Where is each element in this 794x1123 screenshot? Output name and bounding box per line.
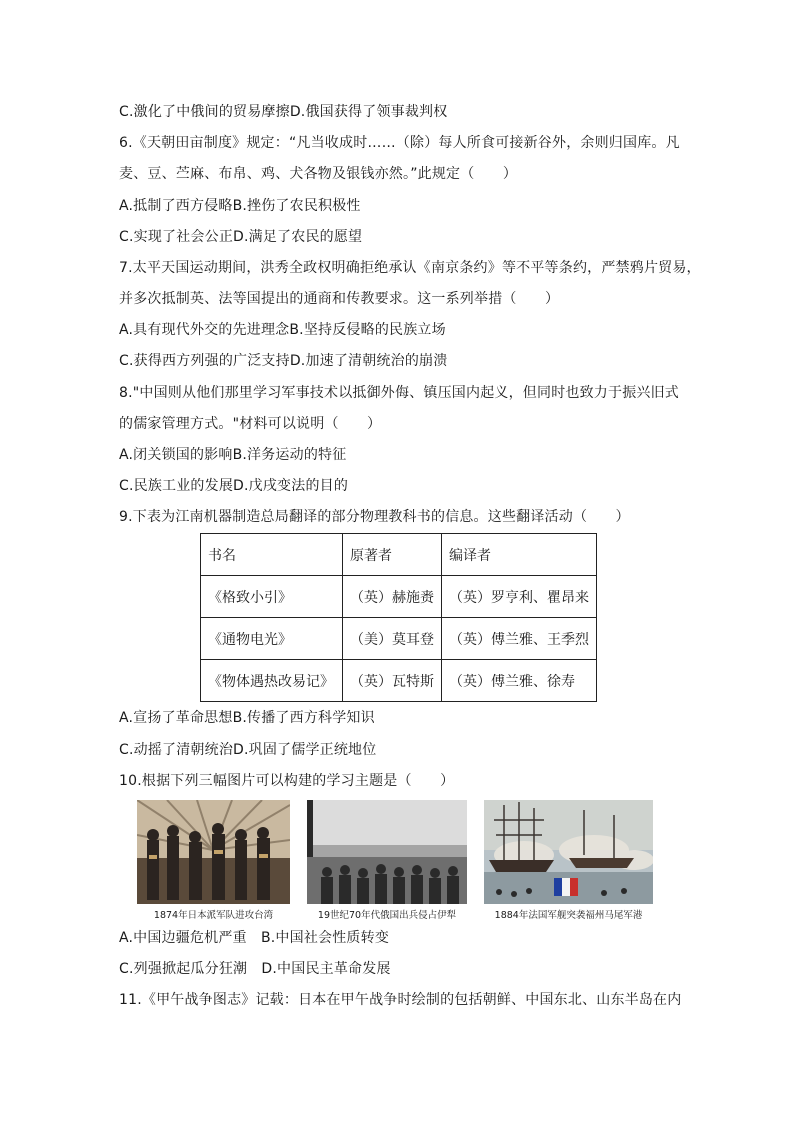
table-cell: （英）傅兰雅、王季烈 [442,618,597,660]
books-table [200,533,597,702]
illustration-warships-image [484,800,653,904]
table-cell: （英）傅兰雅、徐寿 [442,660,597,702]
table-header-cell: 编译者 [442,534,597,576]
table-cell: （美）莫耳登 [343,618,442,660]
picture-japan-taiwan [137,800,290,921]
table-cell: （英）瓦特斯 [343,660,442,702]
question-6-option-cd: C.实现了社会公正D.满足了农民的愿望 [119,229,363,245]
picture-russia-ili [307,800,467,921]
question-7-line-2: 并多次抵制英、法等国提出的通商和传教要求。这一系列举措（ ） [119,291,560,307]
picture-caption: 1884年法国军舰突袭福州马尾军港 [494,910,643,921]
picture-france-mawei [484,800,653,921]
table-cell: 《格致小引》 [201,576,343,618]
table-cell: 《物体遇热改易记》 [201,660,343,702]
question-9-line-1: 9.下表为江南机器制造总局翻译的部分物理教科书的信息。这些翻译活动（ ） [119,509,630,525]
question-10-line-1: 10.根据下列三幅图片可以构建的学习主题是（ ） [119,773,455,789]
question-7-option-cd: C.获得西方列强的广泛支持D.加速了清朝统治的崩溃 [119,353,448,369]
question-10-option-ab: A.中国边疆危机严重 B.中国社会性质转变 [119,930,390,946]
table-cell: （英）罗亨利、瞿昂来 [442,576,597,618]
question-6-option-ab: A.抵制了西方侵略B.挫伤了农民积极性 [119,198,361,214]
table-row [201,576,597,618]
table-header-row [201,534,597,576]
question-6-line-1: 6.《天朝田亩制度》规定：“凡当收成时……（除）每人所食可接新谷外，余则归国库。凡 [119,135,680,151]
table-cell: 《通物电光》 [201,618,343,660]
question-9-option-cd: C.动摇了清朝统治D.巩固了儒学正统地位 [119,742,377,758]
question-11-line-1: 11.《甲午战争图志》记载：日本在甲午战争时绘制的包括朝鲜、中国东北、山东半岛在内 [119,992,682,1008]
question-6-line-2: 麦、豆、苎麻、布帛、鸡、犬各物及银钱亦然。”此规定（ ） [119,166,518,182]
table-cell: （英）赫施赉 [343,576,442,618]
picture-caption: 19世纪70年代俄国出兵侵占伊犁 [317,910,457,921]
option-line-5cd: C.激化了中俄间的贸易摩擦D.俄国获得了领事裁判权 [119,104,448,120]
photo-troops-image [307,800,467,904]
question-10-option-cd: C.列强掀起瓜分狂潮 D.中国民主革命发展 [119,961,391,977]
question-8-option-cd: C.民族工业的发展D.戊戌变法的目的 [119,478,349,494]
question-8-option-ab: A.闭关锁国的影响B.洋务运动的特征 [119,447,347,463]
question-7-line-1: 7.太平天国运动期间，洪秀全政权明确拒绝承认《南京条约》等不平等条约，严禁鸦片贸易， [119,260,701,276]
illustration-soldiers-image [137,800,290,904]
picture-caption: 1874年日本派军队进攻台湾 [153,910,274,921]
table-row [201,618,597,660]
table-row [201,660,597,702]
question-8-line-2: 的儒家管理方式。"材料可以说明（ ） [119,416,382,432]
question-8-line-1: 8."中国则从他们那里学习军事技术以抵御外侮、镇压国内起义，但同时也致力于振兴旧式 [119,385,679,401]
table-header-cell: 书名 [201,534,343,576]
question-7-option-ab: A.具有现代外交的先进理念B.坚持反侵略的民族立场 [119,322,446,338]
question-9-option-ab: A.宣扬了革命思想B.传播了西方科学知识 [119,710,375,726]
table-header-cell: 原著者 [343,534,442,576]
